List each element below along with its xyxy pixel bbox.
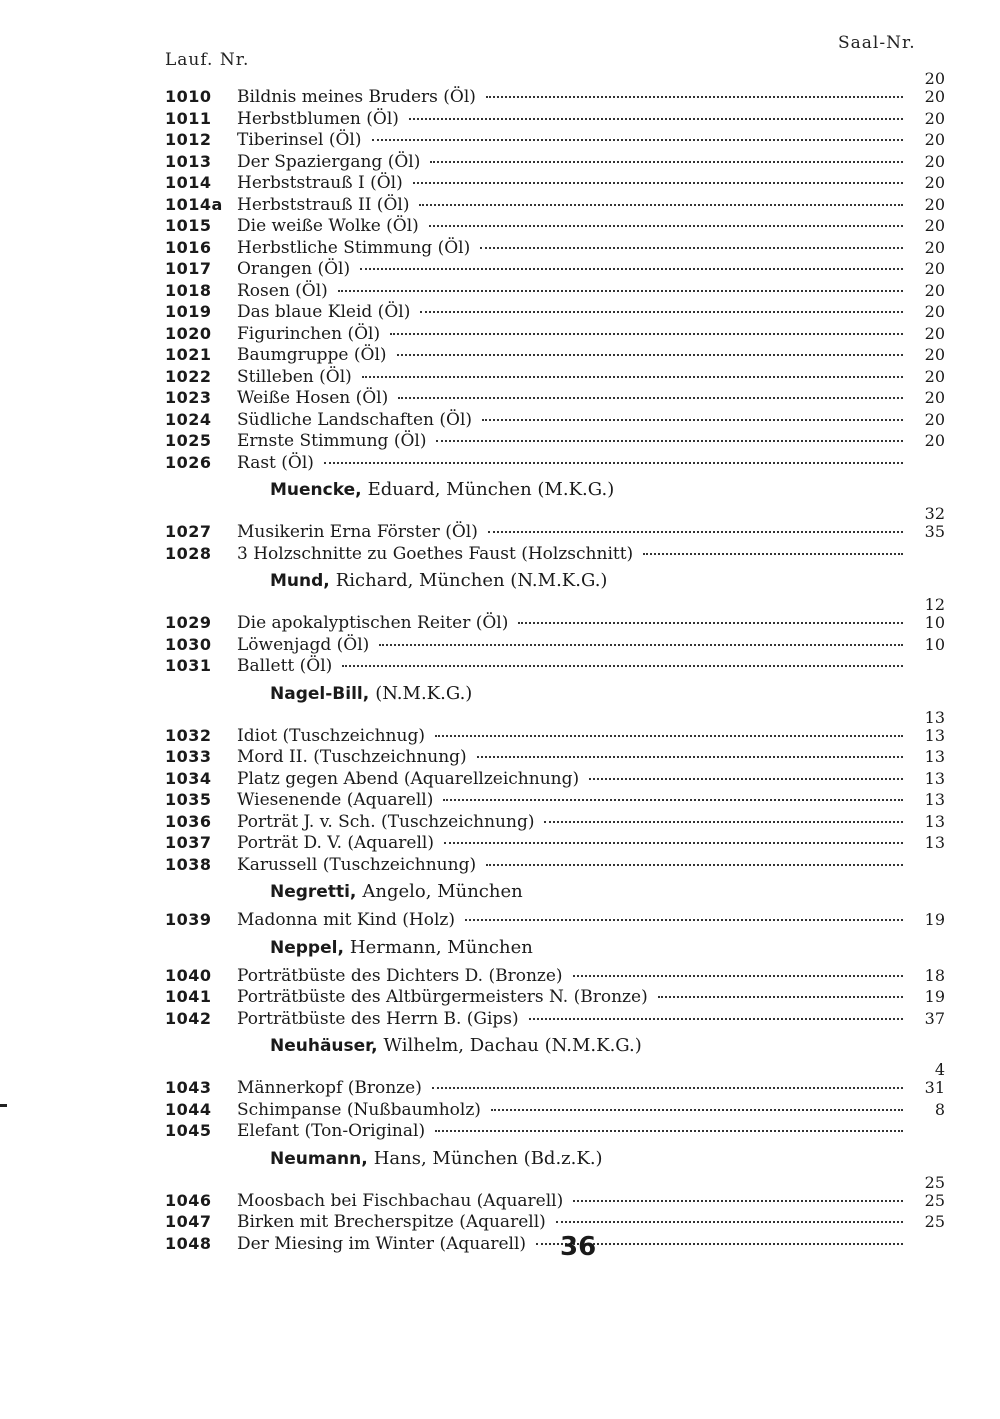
saal-number: 20 xyxy=(924,366,945,386)
entry-number: 1011 xyxy=(165,108,212,128)
dot-leader xyxy=(589,774,903,780)
entry-number: 1019 xyxy=(165,302,212,321)
saal-number: 10 xyxy=(924,634,945,654)
entry-number: 1012 xyxy=(165,130,212,149)
dot-leader xyxy=(465,915,903,921)
entry-title: Orangen (Öl) xyxy=(237,259,351,279)
entry-number: 1016 xyxy=(165,237,212,257)
catalog-entry xyxy=(165,1008,945,1030)
saal-number: 13 xyxy=(924,725,945,745)
saal-number: 20 xyxy=(924,388,945,407)
catalog-entry xyxy=(165,612,945,634)
entry-title: Tiberinsel (Öl) xyxy=(237,130,362,150)
artist-heading xyxy=(165,473,945,507)
saal-number-row xyxy=(165,707,945,727)
saal-number: 20 xyxy=(924,431,945,450)
entry-title: Platz gegen Abend (Aquarellzeichnung) xyxy=(237,768,580,789)
dot-leader xyxy=(429,221,903,227)
dot-leader xyxy=(432,1083,903,1089)
catalog-entry xyxy=(165,789,945,811)
saal-number: 20 xyxy=(924,345,945,364)
saal-number: 20 xyxy=(924,69,945,88)
dot-leader xyxy=(324,458,903,464)
entry-number: 1027 xyxy=(165,522,212,541)
dot-leader xyxy=(443,795,903,801)
column-header-lauf-nr: Lauf. Nr. xyxy=(165,50,250,70)
entry-title: Herbststrauß II (Öl) xyxy=(237,194,410,215)
catalog-entry xyxy=(165,344,945,366)
catalog-entry xyxy=(165,1120,945,1142)
saal-number: 32 xyxy=(924,504,945,523)
catalog-entry xyxy=(165,86,945,108)
catalog-entry xyxy=(165,746,945,768)
saal-number-row xyxy=(165,1060,945,1079)
saal-number: 20 xyxy=(924,409,945,429)
artist-heading xyxy=(165,1029,945,1063)
catalog-entry xyxy=(165,521,945,543)
entry-number: 1028 xyxy=(165,543,212,563)
entry-number: 1015 xyxy=(165,216,212,235)
entry-title: Porträtbüste des Altbürgermeisters N. (Bronze) xyxy=(237,987,648,1007)
entry-title: Weiße Hosen (Öl) xyxy=(237,388,389,408)
catalog-entry xyxy=(165,280,945,302)
saal-number: 35 xyxy=(924,522,945,541)
artist-name: Nagel-Bill, xyxy=(270,683,370,704)
dot-leader xyxy=(409,114,903,120)
entry-number: 1029 xyxy=(165,613,212,632)
entry-title: Rosen (Öl) xyxy=(237,280,328,301)
dot-leader xyxy=(529,1014,903,1020)
entry-number: 1036 xyxy=(165,811,212,831)
saal-number: 20 xyxy=(924,237,945,257)
dot-leader xyxy=(488,527,903,533)
catalog-entry xyxy=(165,832,945,854)
entry-number: 1038 xyxy=(165,854,212,874)
entry-title: Stilleben (Öl) xyxy=(237,366,352,387)
catalog-entry xyxy=(165,1190,945,1212)
entry-title: Elefant (Ton-Original) xyxy=(237,1121,426,1141)
entry-title: Schimpanse (Nußbaumholz) xyxy=(237,1099,481,1120)
dot-leader xyxy=(435,731,903,737)
catalog-entry xyxy=(165,301,945,323)
saal-number: 20 xyxy=(924,280,945,300)
saal-number: 20 xyxy=(924,108,945,128)
catalog-entry xyxy=(165,387,945,409)
entry-number: 1024 xyxy=(165,409,212,429)
catalog-entry xyxy=(165,1233,945,1255)
dot-leader xyxy=(342,661,903,667)
artist-details: Hans, München (Bd.z.K.) xyxy=(373,1147,603,1169)
entry-number: 1042 xyxy=(165,1008,212,1028)
artist-name: Neumann, xyxy=(270,1148,368,1169)
artist-details: Eduard, München (M.K.G.) xyxy=(367,479,615,500)
saal-number: 20 xyxy=(924,87,945,106)
catalog-entry xyxy=(165,854,945,876)
entry-number: 1046 xyxy=(165,1190,212,1210)
entry-title: Die apokalyptischen Reiter (Öl) xyxy=(237,613,509,633)
entry-title: Ballett (Öl) xyxy=(237,656,333,676)
entry-number: 1044 xyxy=(165,1099,212,1119)
artist-details: (N.M.K.G.) xyxy=(375,682,473,704)
saal-number: 10 xyxy=(924,613,945,632)
saal-number: 20 xyxy=(924,194,945,214)
artist-heading xyxy=(165,677,945,711)
dot-leader xyxy=(480,243,903,249)
entry-number: 1033 xyxy=(165,747,212,766)
entry-title: Musikerin Erna Förster (Öl) xyxy=(237,522,478,542)
entry-number: 1023 xyxy=(165,388,212,407)
column-header-saal-nr: Saal-Nr. xyxy=(838,33,916,53)
entry-title: Bildnis meines Bruders (Öl) xyxy=(237,87,476,107)
artist-details: Wilhelm, Dachau (N.M.K.G.) xyxy=(383,1035,642,1056)
catalog-entry xyxy=(165,965,945,987)
catalog-list xyxy=(165,69,945,1254)
dot-leader xyxy=(573,1196,903,1202)
saal-number: 13 xyxy=(924,707,945,727)
saal-number: 18 xyxy=(924,965,945,985)
entry-title: Männerkopf (Bronze) xyxy=(237,1078,422,1098)
saal-number-row xyxy=(165,595,945,614)
dot-leader xyxy=(658,992,903,998)
artist-name: Mund, xyxy=(270,571,330,591)
entry-number: 1010 xyxy=(165,87,212,106)
dot-leader xyxy=(379,640,903,646)
artist-name: Neuhäuser, xyxy=(270,1036,378,1056)
entry-number: 1025 xyxy=(165,431,212,450)
entry-number: 1037 xyxy=(165,833,212,852)
dot-leader xyxy=(436,436,903,442)
entry-number: 1022 xyxy=(165,366,212,386)
saal-number: 12 xyxy=(924,595,945,614)
saal-number: 37 xyxy=(924,1008,945,1028)
entry-title: Birken mit Brecherspitze (Aquarell) xyxy=(237,1212,546,1232)
entry-title: Herbststrauß I (Öl) xyxy=(237,173,403,193)
entry-number: 1048 xyxy=(165,1233,212,1253)
saal-number-row xyxy=(165,1172,945,1192)
artist-heading xyxy=(165,564,945,598)
saal-number: 25 xyxy=(924,1212,945,1231)
dot-leader xyxy=(486,860,903,866)
saal-number: 25 xyxy=(924,1172,945,1192)
artist-name: Muencke, xyxy=(270,480,362,500)
catalog-entry xyxy=(165,366,945,388)
page-number: 36 xyxy=(560,1232,597,1262)
catalog-entry xyxy=(165,129,945,151)
dot-leader xyxy=(435,1126,903,1132)
entry-title: Herbstliche Stimmung (Öl) xyxy=(237,237,471,258)
catalog-entry xyxy=(165,151,945,173)
dot-leader xyxy=(477,752,903,758)
artist-details: Angelo, München xyxy=(362,881,523,902)
catalog-entry xyxy=(165,452,945,474)
entry-title: Löwenjagd (Öl) xyxy=(237,634,370,655)
catalog-entry xyxy=(165,108,945,130)
entry-number: 1020 xyxy=(165,323,212,343)
entry-title: Karussell (Tuschzeichnung) xyxy=(237,854,477,875)
entry-number: 1045 xyxy=(165,1121,212,1140)
entry-number: 1034 xyxy=(165,768,212,788)
entry-title: Madonna mit Kind (Holz) xyxy=(237,910,455,930)
entry-number: 1031 xyxy=(165,656,212,675)
catalog-entry xyxy=(165,1099,945,1121)
dot-leader xyxy=(360,264,903,270)
entry-number: 1043 xyxy=(165,1078,212,1097)
entry-title: Baumgruppe (Öl) xyxy=(237,345,387,365)
saal-number: 20 xyxy=(924,323,945,343)
saal-number: 19 xyxy=(924,910,945,929)
entry-number: 1047 xyxy=(165,1212,212,1231)
entry-number: 1018 xyxy=(165,280,212,300)
artist-name: Negretti, xyxy=(270,882,357,902)
catalog-entry xyxy=(165,172,945,194)
saal-number: 4 xyxy=(934,1060,945,1079)
entry-title: Das blaue Kleid (Öl) xyxy=(237,302,411,322)
saal-number: 8 xyxy=(934,1099,945,1119)
entry-title: Porträt D. V. (Aquarell) xyxy=(237,833,434,853)
entry-title: Der Spaziergang (Öl) xyxy=(237,151,421,172)
catalog-entry xyxy=(165,409,945,431)
entry-number: 1041 xyxy=(165,987,212,1006)
dot-leader xyxy=(544,817,903,823)
saal-number: 20 xyxy=(924,259,945,278)
catalog-entry xyxy=(165,1077,945,1099)
dot-leader xyxy=(338,286,903,292)
entry-title: Ernste Stimmung (Öl) xyxy=(237,431,427,451)
saal-number: 19 xyxy=(924,987,945,1006)
dot-leader xyxy=(430,157,903,163)
dot-leader xyxy=(419,200,903,206)
entry-title: Porträtbüste des Herrn B. (Gips) xyxy=(237,1008,519,1029)
dot-leader xyxy=(444,838,903,844)
saal-number: 20 xyxy=(924,216,945,235)
saal-number: 13 xyxy=(924,811,945,831)
artist-name: Neppel, xyxy=(270,937,344,958)
entry-number: 1021 xyxy=(165,345,212,364)
catalog-entry xyxy=(165,634,945,656)
catalog-entry xyxy=(165,811,945,833)
entry-title: Mord II. (Tuschzeichnung) xyxy=(237,747,467,767)
entry-number: 1032 xyxy=(165,725,212,745)
dot-leader xyxy=(518,618,903,624)
catalog-entry xyxy=(165,986,945,1008)
entry-number: 1035 xyxy=(165,790,212,809)
entry-number: 1026 xyxy=(165,452,212,472)
catalog-entry xyxy=(165,194,945,216)
dot-leader xyxy=(643,549,903,555)
entry-title: Porträt J. v. Sch. (Tuschzeichnung) xyxy=(237,811,535,832)
artist-heading xyxy=(165,1142,945,1176)
saal-number: 20 xyxy=(924,302,945,321)
saal-number-row xyxy=(165,504,945,523)
artist-details: Richard, München (N.M.K.G.) xyxy=(335,570,608,591)
entry-number: 1014 xyxy=(165,173,212,192)
dot-leader xyxy=(420,307,903,313)
catalog-entry xyxy=(165,725,945,747)
entry-number: 1014a xyxy=(165,194,223,214)
catalog-entry xyxy=(165,215,945,237)
entry-title: Die weiße Wolke (Öl) xyxy=(237,216,419,236)
saal-number: 13 xyxy=(924,747,945,766)
dot-leader xyxy=(390,329,903,335)
entry-title: Südliche Landschaften (Öl) xyxy=(237,409,473,430)
entry-title: Rast (Öl) xyxy=(237,452,314,473)
saal-number: 13 xyxy=(924,790,945,809)
entry-title: Moosbach bei Fischbachau (Aquarell) xyxy=(237,1190,564,1211)
entry-number: 1039 xyxy=(165,910,212,929)
dot-leader xyxy=(398,393,903,399)
saal-number: 20 xyxy=(924,173,945,192)
entry-title: Der Miesing im Winter (Aquarell) xyxy=(237,1233,527,1254)
entry-title: Wiesenende (Aquarell) xyxy=(237,790,434,810)
dot-leader xyxy=(486,92,903,98)
catalog-entry xyxy=(165,543,945,565)
entry-title: Herbstblumen (Öl) xyxy=(237,108,399,129)
catalog-entry xyxy=(165,655,945,677)
entry-number: 1017 xyxy=(165,259,212,278)
entry-number: 1040 xyxy=(165,965,212,985)
dot-leader xyxy=(573,971,903,977)
entry-title: Figurinchen (Öl) xyxy=(237,323,381,344)
entry-title: 3 Holzschnitte zu Goethes Faust (Holzschnitt) xyxy=(237,543,634,564)
saal-number: 13 xyxy=(924,833,945,852)
catalog-entry xyxy=(165,323,945,345)
catalog-entry xyxy=(165,237,945,259)
catalog-entry xyxy=(165,768,945,790)
dot-leader xyxy=(491,1105,903,1111)
catalog-entry xyxy=(165,258,945,280)
entry-title: Porträtbüste des Dichters D. (Bronze) xyxy=(237,965,563,986)
saal-number: 20 xyxy=(924,130,945,149)
dot-leader xyxy=(413,178,903,184)
dot-leader xyxy=(556,1217,903,1223)
dot-leader xyxy=(372,135,904,141)
catalog-entry xyxy=(165,909,945,931)
saal-number: 25 xyxy=(924,1190,945,1210)
margin-mark xyxy=(0,1104,7,1107)
dot-leader xyxy=(482,415,903,421)
entry-number: 1013 xyxy=(165,151,212,171)
artist-details: Hermann, München xyxy=(349,936,533,958)
catalog-entry xyxy=(165,430,945,452)
saal-number: 13 xyxy=(924,768,945,788)
saal-number: 20 xyxy=(924,151,945,171)
dot-leader xyxy=(362,372,903,378)
artist-heading xyxy=(165,931,945,965)
saal-number-row xyxy=(165,69,945,88)
catalog-entry xyxy=(165,1211,945,1233)
entry-number: 1030 xyxy=(165,634,212,654)
dot-leader xyxy=(397,350,903,356)
entry-title: Idiot (Tuschzeichnug) xyxy=(237,725,425,746)
saal-number: 31 xyxy=(924,1078,945,1097)
artist-heading xyxy=(165,875,945,909)
